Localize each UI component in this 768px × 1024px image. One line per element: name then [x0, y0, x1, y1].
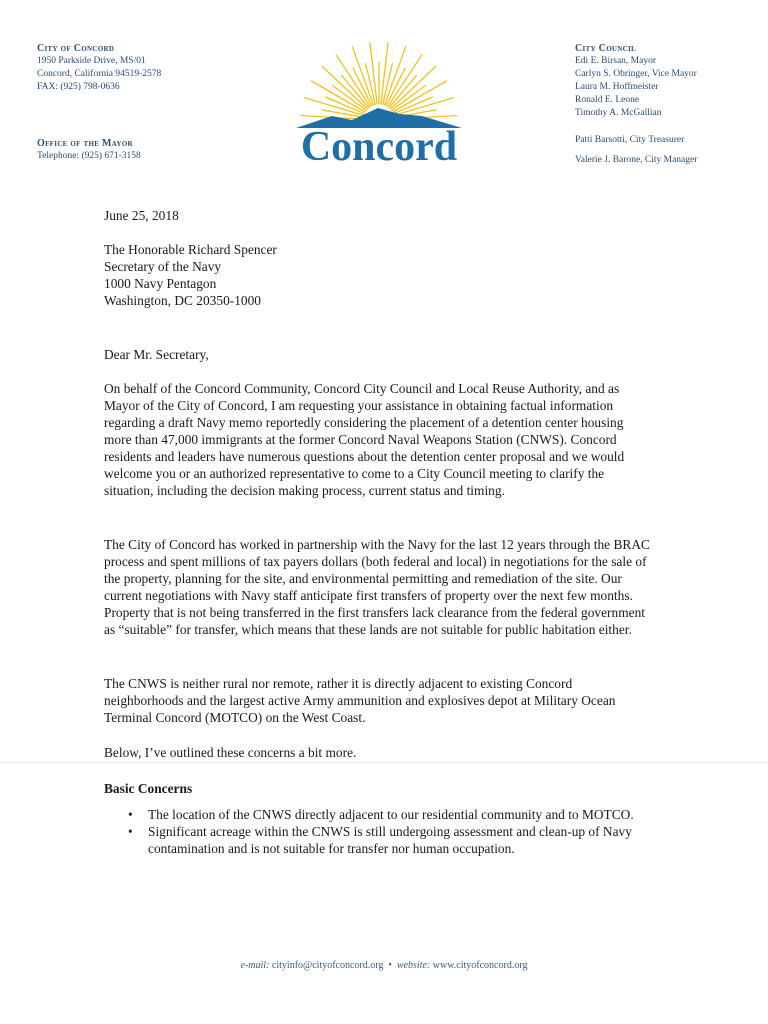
- council-member: Laura M. Hoffmeister: [575, 82, 659, 92]
- sunburst-logo-icon: [282, 36, 476, 168]
- recipient-line: Washington, DC 20350-1000: [104, 293, 261, 308]
- email-link[interactable]: cityinfo@cityofconcord.org: [271, 960, 384, 971]
- council-member: Timothy A. McGallian: [575, 108, 662, 118]
- city-heading: City of Concord: [37, 43, 115, 54]
- concerns-list: [128, 806, 650, 857]
- council-member: Ronald E. Leone: [575, 95, 640, 105]
- concerns-heading: Basic Concerns: [104, 781, 193, 796]
- concern-text: The location of the CNWS directly adjacent to our residential community and to MOTCO.: [148, 807, 634, 822]
- city-council-block: [575, 42, 697, 120]
- city-manager: Valerie J. Barone, City Manager: [575, 155, 698, 165]
- council-heading: City Council: [575, 43, 636, 54]
- logo-wordmark: Concord: [300, 124, 458, 168]
- bullet-icon: •: [128, 807, 133, 822]
- footer-contact: [0, 960, 768, 971]
- concord-logo: [282, 36, 476, 168]
- body-paragraph: On behalf of the Concord Community, Concord City Council and Local Reuse Authority, and as Mayor of the City of Concord, I am requesting your assistance in obtaining factual information regarding a draft Navy memo reportedly considering the placement of a detention center housing more than 47,000 immigrants at the former Concord Naval Weapons Station (CNWS). Concord residents and leaders have numerous questions about the detention center proposal and we would welcome you or an authorized representative to come to a City Council meeting to clarify the situation, including the decision making process, current status and timing.: [104, 381, 625, 498]
- website-link[interactable]: www.cityofconcord.org: [432, 960, 528, 971]
- body-paragraph: Below, I’ve outlined these concerns a bit more.: [104, 745, 357, 760]
- mayor-office-block: [37, 137, 141, 163]
- recipient-line: The Honorable Richard Spencer: [104, 242, 277, 257]
- city-address-line1: 1950 Parkside Drive, MS/01: [37, 56, 146, 66]
- recipient-line: 1000 Navy Pentagon: [104, 276, 217, 291]
- city-fax: FAX: (925) 798-0636: [37, 82, 120, 92]
- mayor-office-telephone: Telephone: (925) 671-3158: [37, 151, 141, 161]
- letter-date: June 25, 2018: [104, 208, 179, 223]
- sun-ray: [391, 67, 436, 110]
- list-item: [128, 823, 650, 857]
- body-paragraph: The CNWS is neither rural nor remote, rather it is directly adjacent to existing Concord neighborhoods and the largest active Army ammunition and explosives depot at Military Ocean Terminal Concord (MOTCO) on the West Coast.: [104, 676, 616, 725]
- salutation: Dear Mr. Secretary,: [104, 347, 209, 362]
- council-member: Edi E. Birsan, Mayor: [575, 56, 657, 66]
- list-item: [128, 806, 650, 823]
- website-label: website:: [396, 960, 431, 971]
- email-label: e-mail:: [240, 960, 270, 971]
- concern-text: Significant acreage within the CNWS is still undergoing assessment and clean-up of Navy contamination and is not suitable for transfer nor human occupation.: [148, 824, 632, 856]
- sun-ray: [322, 67, 367, 110]
- bullet-icon: •: [128, 824, 133, 839]
- recipient-line: Secretary of the Navy: [104, 259, 222, 274]
- recipient-address: [104, 241, 650, 309]
- mayor-office-heading: Office of the Mayor: [37, 138, 133, 149]
- council-member: Carlyn S. Obringer, Vice Mayor: [575, 69, 697, 79]
- faint-divider: [0, 762, 768, 763]
- city-address-line2: Concord, California 94519-2578: [37, 69, 162, 79]
- city-treasurer: Patti Barsotti, City Treasurer: [575, 135, 685, 145]
- city-address-block: [37, 42, 161, 94]
- body-paragraph: The City of Concord has worked in partnership with the Navy for the last 12 years through the BRAC process and spent millions of tax payers dollars (both federal and local) in negotiations for the sale of the property, planning for the site, and environmental permitting and remediation of the site. Our current negotiations with Navy staff anticipate first transfers of property over the next few months. Property that is not being transferred in the first transfers lack clearance from the federal government as “suitable” for transfer, which means that these lands are not suitable for public habitation either.: [104, 537, 650, 637]
- footer-separator: •: [388, 960, 392, 971]
